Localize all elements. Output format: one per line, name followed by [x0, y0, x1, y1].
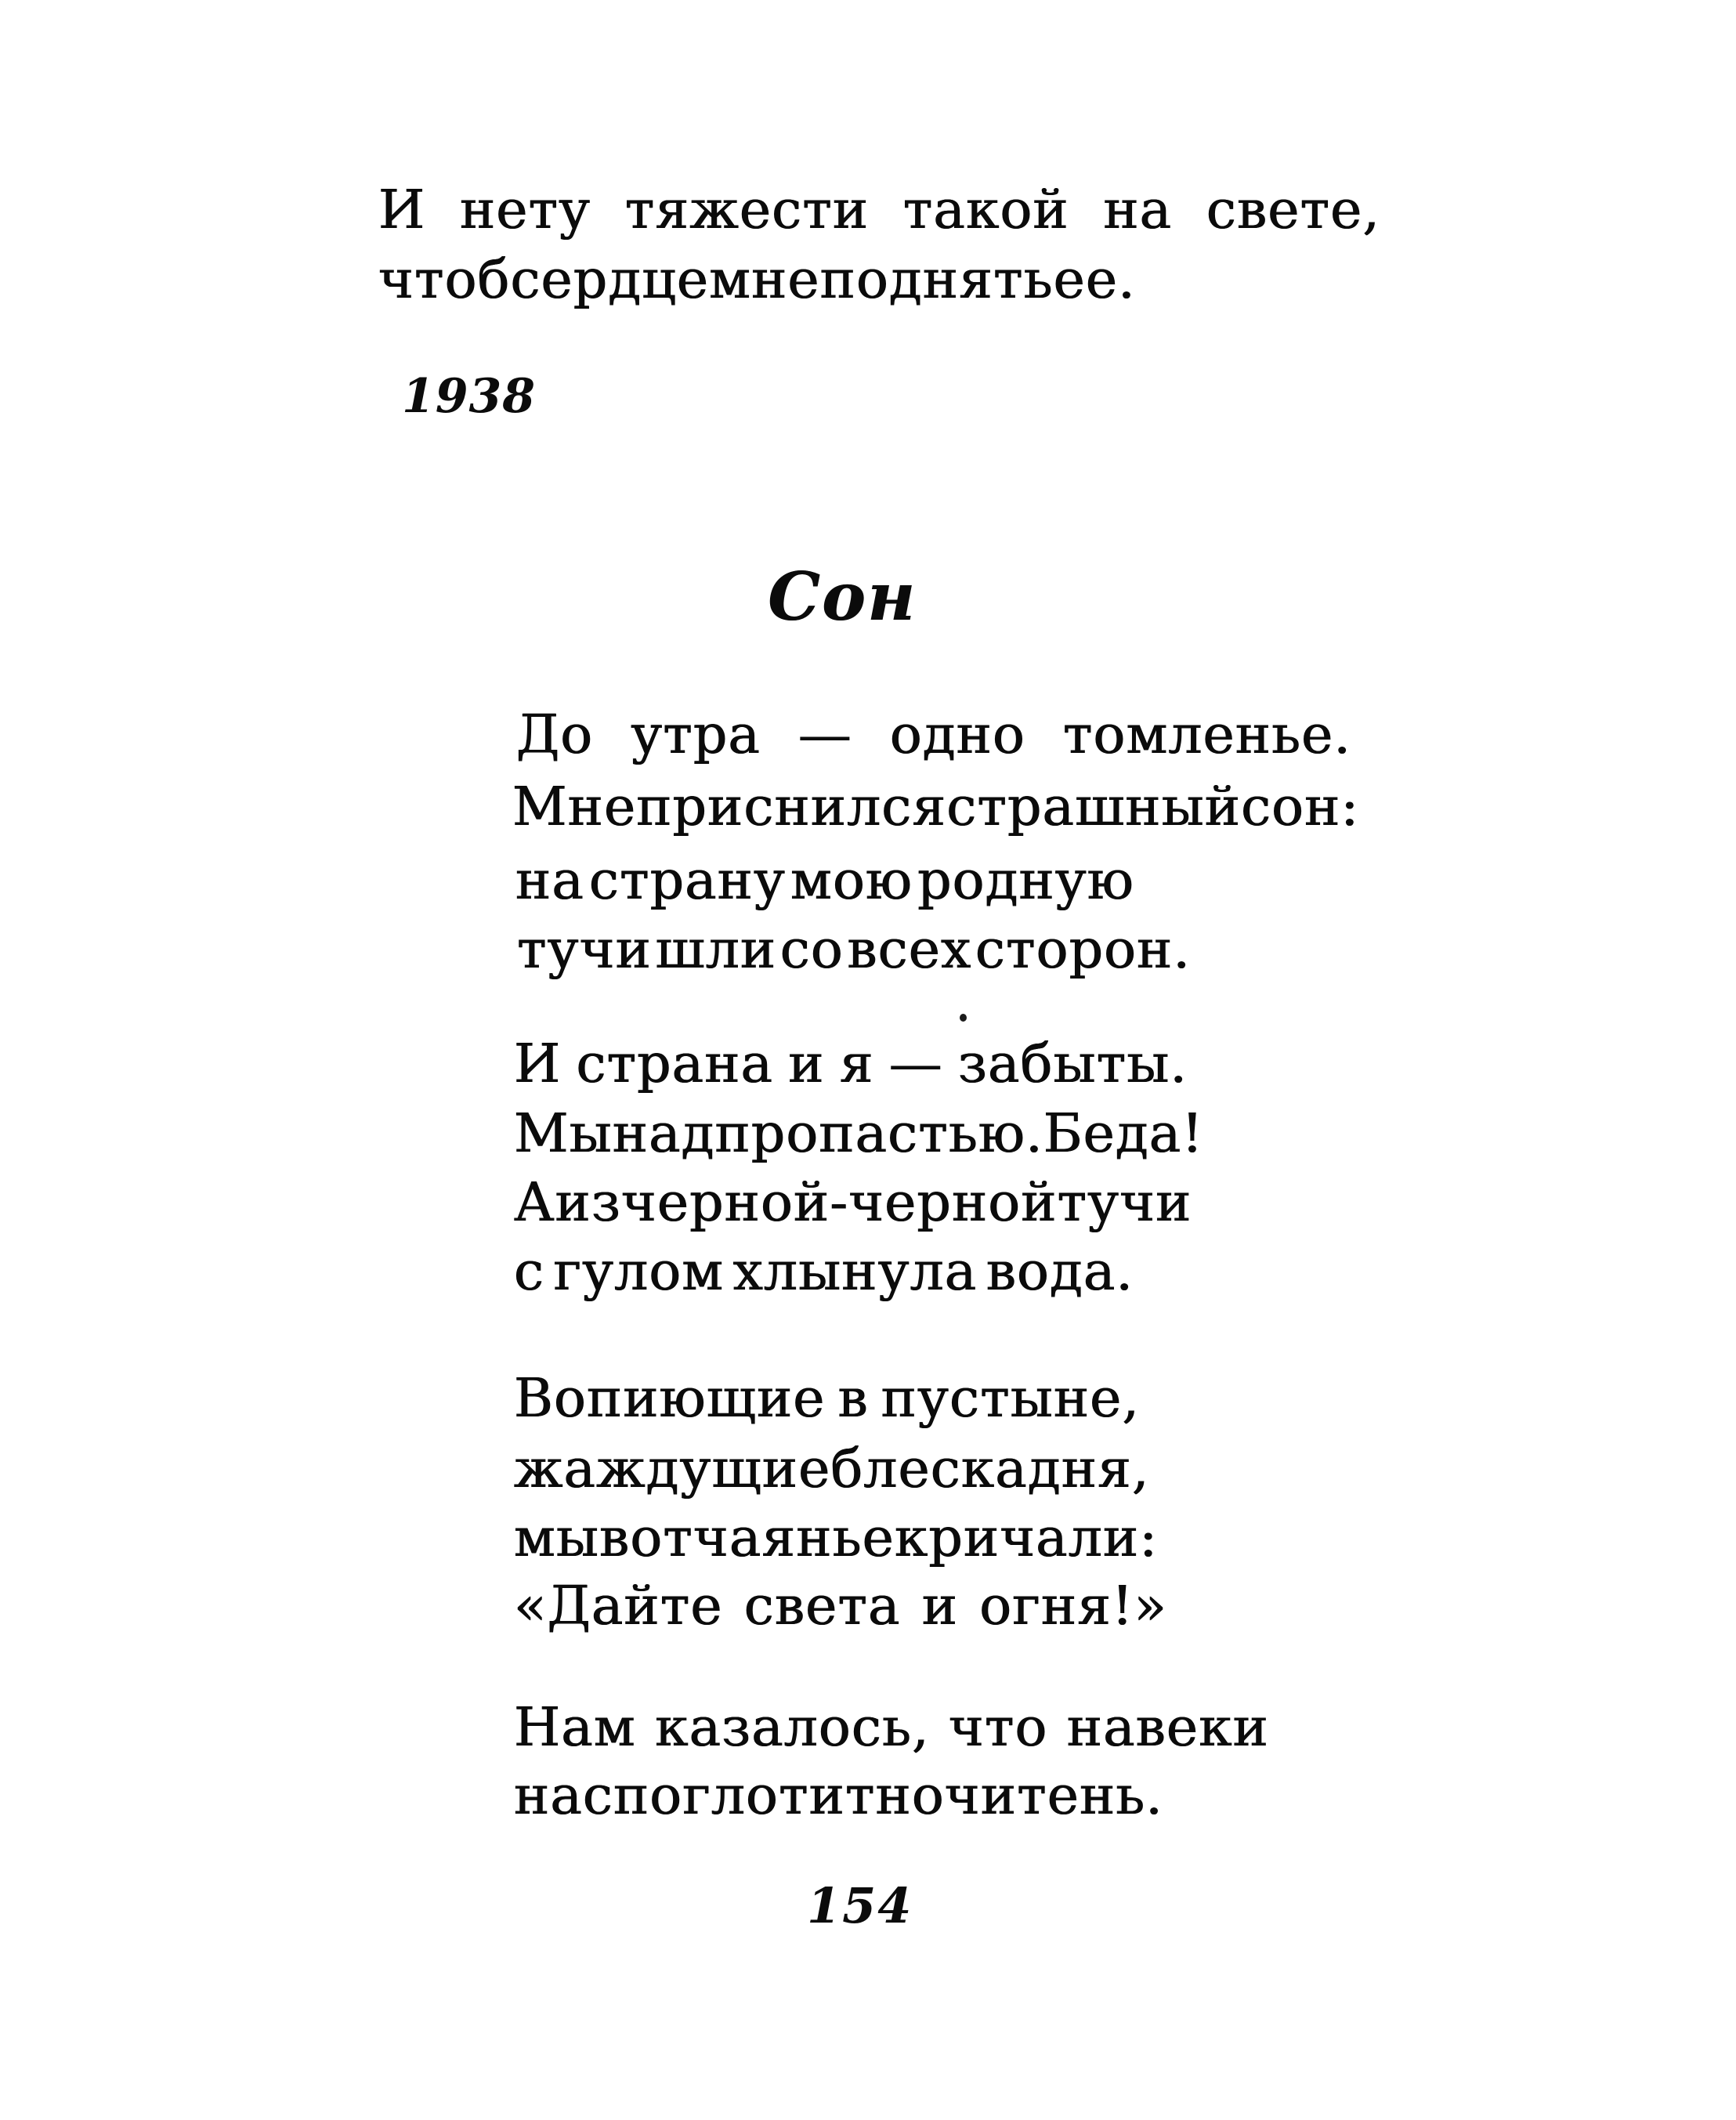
poem-line: До утра — одно томленье.	[516, 704, 1351, 766]
fragment-line: И нету тяжести такой на свете,	[378, 179, 1380, 241]
fragment-line: чтоб сердцем не поднять ее.	[378, 249, 1136, 311]
ink-dot-artifact	[960, 1014, 967, 1022]
poem-line: с гулом хлынула вода.	[514, 1241, 1134, 1303]
poem-line: мы в отчаянье кричали:	[514, 1507, 1159, 1569]
poem-line: жаждущие блеска дня,	[514, 1438, 1150, 1500]
poem-line: Нам казалось, что навеки	[514, 1697, 1269, 1759]
poem-line: А из черной-черной тучи	[514, 1172, 1192, 1234]
poem-line: Вопиющие в пустыне,	[514, 1368, 1140, 1430]
poem-line: на страну мою родную	[515, 850, 1134, 912]
poem-line: «Дайте света и огня!»	[514, 1576, 1167, 1637]
page-number: 154	[807, 1877, 913, 1934]
poem-title: Сон	[768, 558, 917, 635]
poem-line: Мы над пропастью. Беда!	[514, 1103, 1204, 1165]
poem-line: тучи шли со всех сторон.	[517, 919, 1191, 981]
poem-line: И страна и я — забыты.	[514, 1033, 1188, 1095]
poem-line: нас поглотит ночи тень.	[514, 1765, 1163, 1827]
poem-line: Мне приснился страшный сон:	[512, 776, 1360, 838]
poem-date: 1938	[402, 369, 536, 424]
